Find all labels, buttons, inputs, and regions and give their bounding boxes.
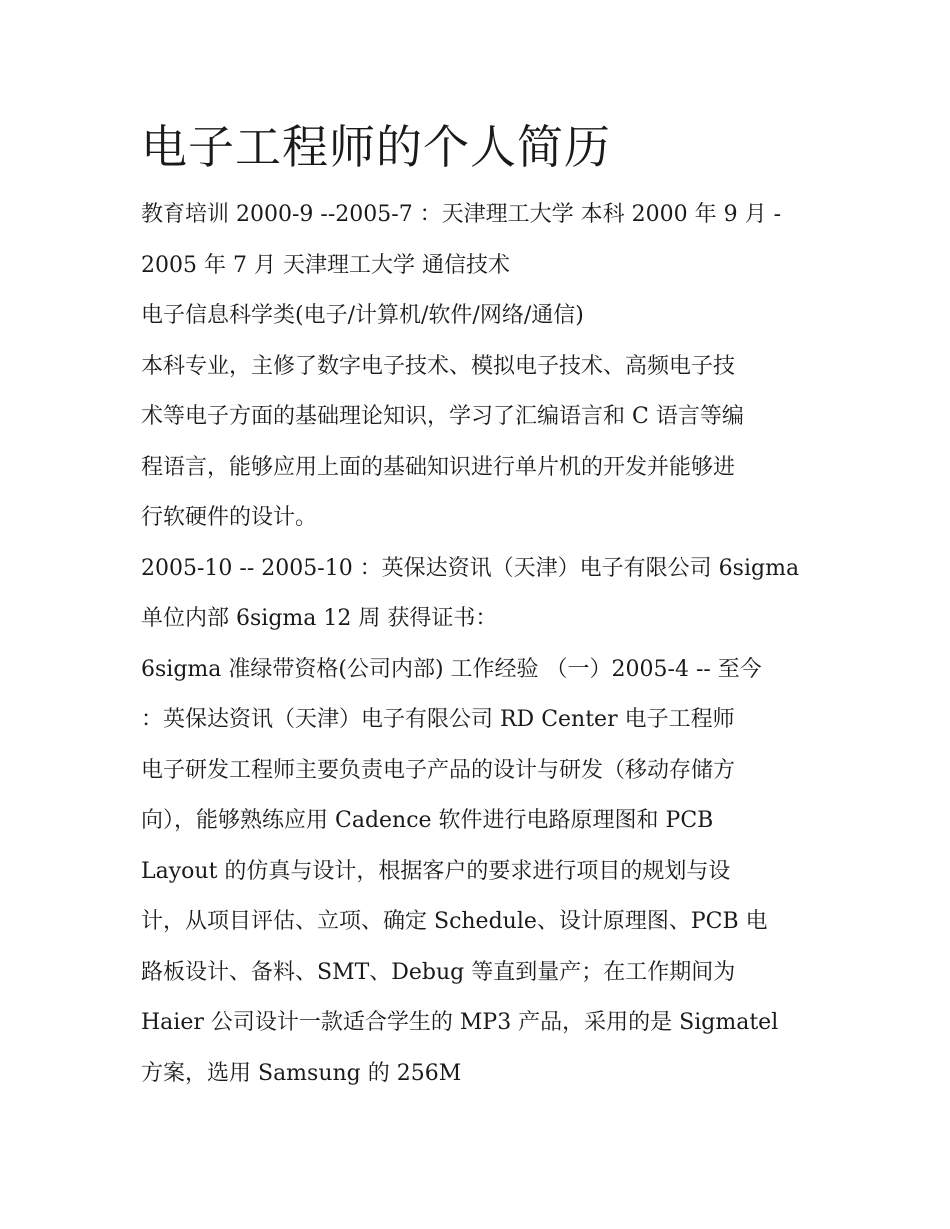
text-line: 电子研发工程师主要负责电子产品的设计与研发（移动存储方 [141, 757, 736, 783]
resume-page [141, 118, 821, 1099]
text-line: 行软硬件的设计。 [141, 505, 318, 530]
resume-body [141, 190, 821, 1099]
text-line: 程语言，能够应用上面的基础知识进行单片机的开发并能够进 [141, 454, 736, 480]
text-line: 2005-10 -- 2005-10 ：英保达资讯（天津）电子有限公司 6sigma [141, 555, 800, 581]
text-line: 电子信息科学类(电子/计算机/软件/网络/通信) [141, 303, 584, 328]
page-title: 电子工程师的个人简历 [141, 120, 611, 174]
text-line: 方案，选用 Samsung 的 256M [141, 1060, 462, 1086]
text-line: Layout 的仿真与设计，根据客户的要求进行项目的规划与设 [141, 858, 731, 884]
text-line: ：英保达资讯（天津）电子有限公司 RD Center 电子工程师 [141, 707, 735, 732]
text-line: 教育培训 2000-9 --2005-7 ：天津理工大学 本科 2000 年 9 月 - [141, 202, 782, 227]
text-line: Haier 公司设计一款适合学生的 MP3 产品，采用的是 Sigmatel [141, 1010, 779, 1035]
text-line: 单位内部 6sigma 12 周 获得证书： [141, 606, 498, 631]
text-line: 术等电子方面的基础理论知识，学习了汇编语言和 C 语言等编 [141, 404, 744, 429]
text-line: 向），能够熟练应用 Cadence 软件进行电路原理图和 PCB [141, 808, 714, 833]
text-line: 计，从项目评估、立项、确定 Schedule、设计原理图、PCB 电 [141, 909, 768, 934]
text-line: 6sigma 准绿带资格(公司内部) 工作经验 （一）2005-4 -- 至今 [141, 656, 762, 682]
text-line: 本科专业，主修了数字电子技术、模拟电子技术、高频电子技 [141, 353, 736, 379]
text-line: 2005 年 7 月 天津理工大学 通信技术 [141, 252, 510, 278]
text-line: 路板设计、备料、SMT、Debug 等直到量产；在工作期间为 [141, 959, 736, 985]
